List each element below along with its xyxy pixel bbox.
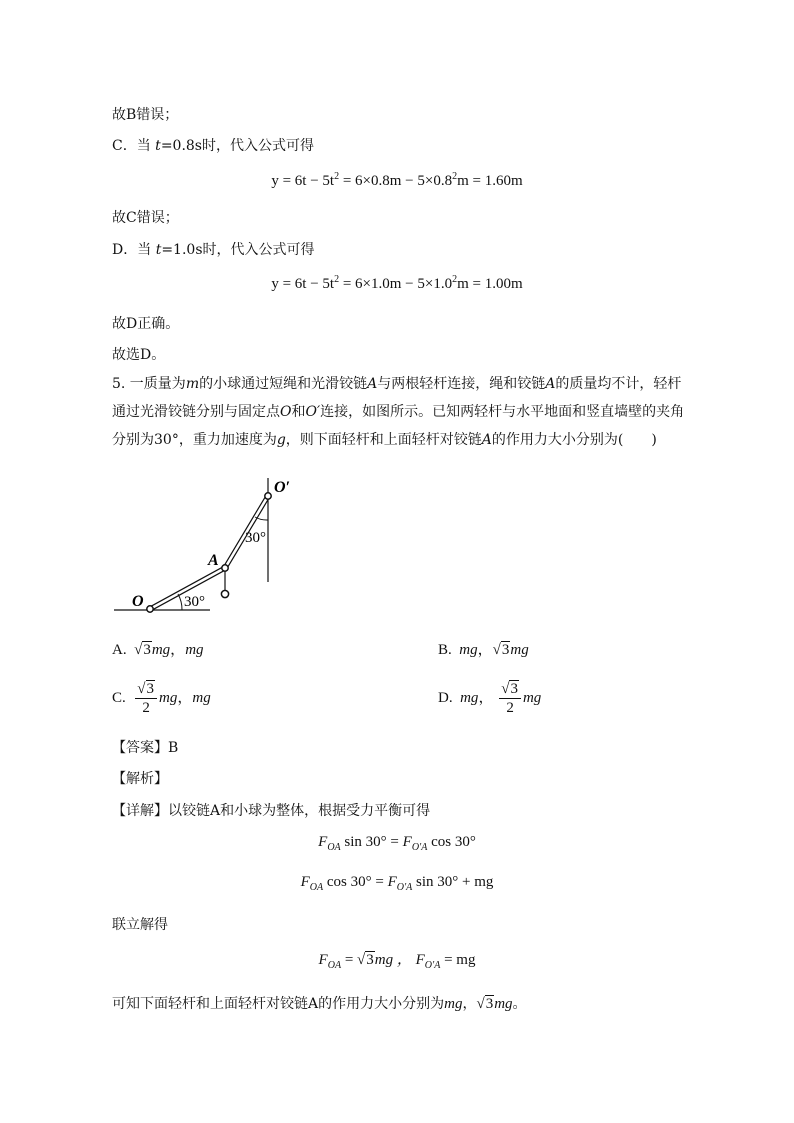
answer: 【答案】B [112,740,179,756]
hinge-O-prime [265,493,271,499]
option-a: A. √3mg，mg [112,642,204,658]
angle-arc-bottom [178,594,182,610]
equation: $F_{OA}$ $\cos 30^\circ = F_{O'A}$ sin 30° + mg [300,874,494,893]
text-line: D．当 t=1.0s时，代入公式可得 [112,242,315,258]
ball [221,590,228,597]
analysis-heading: 【解析】 [112,771,168,787]
angle-label-top: 30° [245,530,266,546]
angle-arc-top [255,517,268,520]
label-O-prime: O′ [274,479,291,496]
option-d: D. mg， $\frac{√3}{2}$ mg [438,681,542,716]
detail-text: 【详解】以铰链A和小球为整体，根据受力平衡可得 [112,803,431,819]
question-5: 5. 一质量为m的小球通过短绳和光滑铰链A与两根轻杆连接，绳和铰链A的质量均不计，轻杆通过光滑铰链分别与固定点O和O′连接，如图所示。已知两轻杆与水平地面和竖直墙壁的夹角分别为30°，重力加速度为g，则下面轻杆和上面轻杆对铰链A的作用力大小分别为( ) [112,376,685,448]
text-line: 故选D。 [112,347,166,363]
text-line: 故B错误； [112,107,179,123]
physics-figure [110,470,310,620]
conclusion: 可知下面轻杆和上面轻杆对铰链A的作用力大小分别为mg，√3mg。 [112,996,527,1012]
text-line: 联立解得 [112,917,168,933]
equation: $F_{OA}$ $\sin 30^\circ = F_{O'A}$ cos 30° [318,834,476,853]
equation: $F_{OA} = √3mg$ ， $F_{O'A}$ = mg [318,952,476,971]
angle-label-bottom: 30° [184,594,205,610]
option-b: B. mg，√3mg [438,642,529,658]
equation: $y = 6t - 5t^2 = 6\times 1.0m - 5\times 1.0^2m = 1.00m$ [271,274,523,292]
hinge-A [222,565,228,571]
text-line: 故C错误； [112,210,179,226]
text-line: C．当 t=0.8s时，代入公式可得 [112,138,314,154]
label-A: A [208,552,219,569]
label-O: O [132,593,144,610]
text-line: 故D正确。 [112,316,180,332]
hinge-O [147,606,153,612]
equation: $y = 6t - 5t^2 = 6\times 0.8m - 5\times 0.8^2m = 1.60m$ [271,171,523,189]
option-c: C. $\frac{√3}{2}$ mg，mg [112,681,211,716]
